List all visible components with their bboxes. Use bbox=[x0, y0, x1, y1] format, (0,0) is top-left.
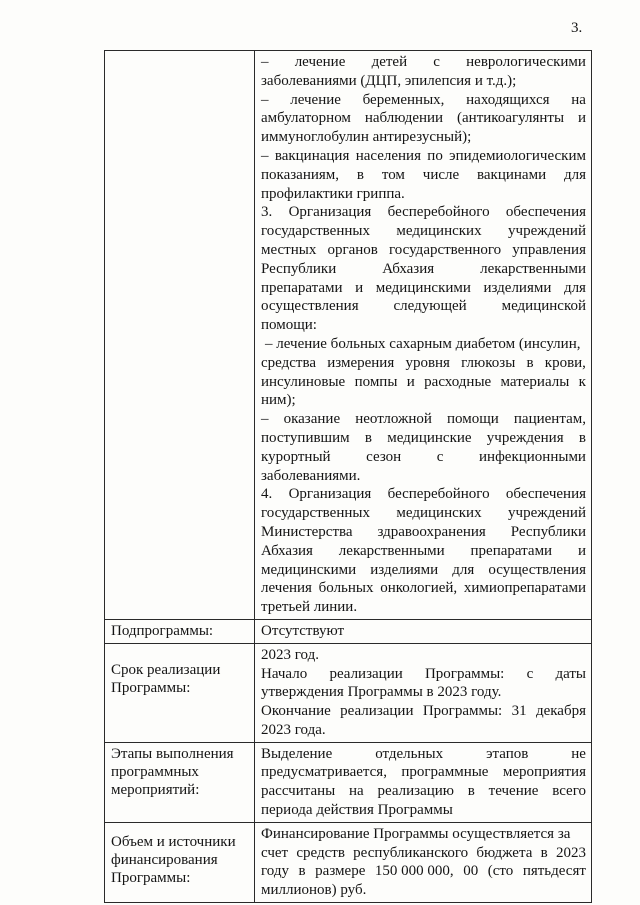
word: по bbox=[427, 147, 443, 164]
word: заболеваниями (ДЦП, эпилепсия и т.д.); bbox=[261, 72, 517, 89]
stages-label-cell bbox=[105, 742, 255, 822]
text-line bbox=[261, 147, 586, 166]
word: с bbox=[436, 448, 444, 465]
page-number: 3. bbox=[571, 20, 583, 36]
text-line bbox=[261, 448, 586, 467]
word: в bbox=[356, 166, 364, 183]
word: медицинских bbox=[396, 223, 482, 240]
text-line bbox=[261, 185, 586, 204]
table-row bbox=[105, 51, 592, 620]
text-line bbox=[261, 665, 586, 684]
word: Программы: bbox=[422, 703, 503, 720]
word: крови, bbox=[544, 354, 586, 371]
word: 2023 bbox=[555, 844, 586, 861]
word: в bbox=[298, 863, 306, 880]
word: Абхазия bbox=[382, 260, 435, 277]
word: препаратами bbox=[470, 542, 553, 559]
word: средства bbox=[261, 354, 317, 371]
text-line bbox=[261, 203, 586, 222]
text-line bbox=[261, 825, 586, 844]
text-line bbox=[261, 128, 586, 147]
text-line bbox=[261, 279, 586, 298]
label-line: мероприятий: bbox=[111, 781, 200, 798]
word: населения bbox=[355, 147, 421, 164]
word: помощи: bbox=[261, 317, 317, 334]
word: Финансирование Программы осуществляется за bbox=[261, 825, 571, 842]
word: обеспечения bbox=[505, 486, 586, 503]
word: инсулиновые bbox=[261, 373, 346, 390]
label-line: Срок реализации bbox=[111, 661, 221, 678]
table-row bbox=[105, 643, 592, 742]
word: беременных, bbox=[362, 91, 445, 108]
word: лечение bbox=[290, 91, 341, 108]
word: показаниям, bbox=[261, 166, 340, 183]
word: Окончание bbox=[261, 703, 331, 720]
text-line bbox=[261, 410, 586, 429]
word: средств bbox=[296, 844, 345, 861]
word: с bbox=[526, 665, 534, 682]
word: поступившим bbox=[261, 429, 350, 446]
word: учреждения bbox=[486, 429, 564, 446]
word: с bbox=[433, 54, 440, 70]
word: (антикоагулянты bbox=[457, 110, 565, 127]
word: Выделение bbox=[261, 745, 333, 762]
word: осуществления bbox=[261, 298, 359, 315]
word: медицинские bbox=[387, 429, 472, 446]
text-line bbox=[261, 260, 586, 279]
word: 31 bbox=[511, 703, 527, 720]
word: реализацию bbox=[377, 783, 454, 800]
word: году bbox=[261, 863, 289, 880]
word: размере bbox=[315, 863, 366, 880]
word: государственных bbox=[261, 505, 370, 522]
word: пятьдесят bbox=[522, 863, 586, 880]
period-label-cell bbox=[105, 643, 255, 742]
word: государственных bbox=[261, 223, 370, 240]
word: лечение bbox=[294, 54, 346, 70]
label-line: программных bbox=[111, 763, 199, 780]
empty-label-cell bbox=[105, 51, 255, 620]
label-line: Этапы выполнения bbox=[111, 745, 234, 762]
word: не bbox=[571, 745, 586, 762]
word: ним); bbox=[261, 392, 296, 409]
text-line bbox=[261, 373, 586, 392]
word: – bbox=[261, 147, 269, 164]
word: инфекционными bbox=[479, 448, 586, 465]
word: и bbox=[406, 373, 415, 390]
word: и bbox=[577, 542, 586, 559]
word: Начало bbox=[261, 665, 308, 682]
text-line bbox=[261, 579, 586, 598]
word: управления bbox=[512, 241, 586, 258]
word: реализации bbox=[340, 703, 414, 720]
word: Абхазия bbox=[261, 542, 313, 559]
word: к bbox=[578, 373, 586, 390]
word: реализации bbox=[329, 665, 403, 682]
text-line bbox=[261, 844, 586, 863]
text-line bbox=[261, 862, 586, 881]
word: глюкозы bbox=[461, 354, 516, 371]
word: медицинской bbox=[501, 298, 586, 315]
word: этапов bbox=[486, 745, 529, 762]
word: бюджета bbox=[476, 844, 533, 861]
word: рассчитаны bbox=[261, 783, 336, 800]
label-line: Объем и источники bbox=[111, 833, 236, 850]
word: Министерства bbox=[261, 523, 353, 540]
word: лечения bbox=[261, 580, 312, 597]
word: Республики bbox=[261, 260, 337, 277]
word: на bbox=[571, 91, 586, 108]
subprograms-value-cell bbox=[255, 619, 592, 643]
word: бесперебойного bbox=[387, 486, 490, 503]
word: и bbox=[355, 279, 364, 296]
text-line bbox=[261, 429, 586, 448]
word: пациентам, bbox=[513, 411, 586, 428]
funding-label-cell bbox=[105, 822, 255, 902]
word: эпидемиологическим bbox=[449, 147, 586, 164]
word: третьей линии. bbox=[261, 599, 358, 616]
word: изделиями bbox=[483, 279, 552, 296]
word: 00 bbox=[463, 863, 479, 880]
word: оказание bbox=[283, 411, 341, 428]
word: медицинскими bbox=[261, 561, 357, 578]
word: в bbox=[540, 844, 548, 861]
word: том bbox=[381, 166, 405, 183]
text-line bbox=[261, 166, 586, 185]
word: химиопрепаратами bbox=[463, 580, 586, 597]
word: в bbox=[578, 429, 586, 446]
word: помощи bbox=[447, 411, 499, 428]
word: для bbox=[563, 166, 586, 183]
word: учреждений bbox=[508, 223, 586, 240]
word: медицинскими bbox=[375, 279, 471, 296]
word: – bbox=[261, 411, 269, 428]
word: в bbox=[526, 354, 534, 371]
text-line bbox=[261, 598, 586, 617]
text-line bbox=[261, 53, 586, 72]
text-line bbox=[261, 354, 586, 373]
text-line bbox=[261, 683, 586, 702]
word: сезон bbox=[366, 448, 402, 465]
word: заболеваниями. bbox=[261, 467, 361, 484]
word: наблюдении bbox=[364, 110, 444, 127]
word: находящихся bbox=[466, 91, 550, 108]
word: бесперебойного bbox=[387, 204, 490, 221]
period-value-cell bbox=[255, 643, 592, 742]
text-line bbox=[261, 316, 586, 335]
text-line bbox=[261, 391, 586, 410]
word: уровня bbox=[405, 354, 450, 371]
word: периода действия Программы bbox=[261, 802, 453, 819]
word: Республики bbox=[510, 523, 586, 540]
word: 150 000 000, bbox=[374, 863, 454, 880]
text-line bbox=[261, 542, 586, 561]
word: течение bbox=[488, 783, 539, 800]
label-line: Программы: bbox=[111, 679, 191, 696]
text-line bbox=[261, 504, 586, 523]
word: в bbox=[467, 783, 475, 800]
word: иммуноглобулин антирезусный); bbox=[261, 129, 472, 146]
word: местных bbox=[261, 241, 317, 258]
word: онкологией, bbox=[380, 580, 458, 597]
word: препаратами bbox=[261, 279, 343, 296]
word: курортный bbox=[261, 448, 331, 465]
word: – bbox=[261, 54, 269, 70]
word: для bbox=[563, 279, 586, 296]
table-row bbox=[105, 742, 592, 822]
word: измерения bbox=[327, 354, 395, 371]
table-row bbox=[105, 822, 592, 902]
word: вакцинация bbox=[274, 147, 350, 164]
label-line: Программы: bbox=[111, 869, 191, 886]
word: неврологическими bbox=[466, 54, 586, 70]
text-line bbox=[261, 721, 586, 740]
word: 3. bbox=[261, 204, 273, 221]
word: всего bbox=[552, 783, 586, 800]
word: Организация bbox=[288, 486, 372, 503]
word: следующей bbox=[393, 298, 467, 315]
word: миллионов) руб. bbox=[261, 882, 367, 899]
word: медицинских bbox=[396, 505, 482, 522]
word: числе bbox=[422, 166, 460, 183]
word: – bbox=[261, 91, 269, 108]
word: декабря bbox=[535, 703, 586, 720]
treatment-list-cell bbox=[255, 51, 592, 620]
word: (сто bbox=[487, 863, 514, 880]
word: государственного bbox=[389, 241, 502, 258]
program-passport-table bbox=[104, 50, 592, 903]
word: 2023 год. bbox=[261, 646, 319, 663]
word: 4. bbox=[261, 486, 273, 503]
text-line bbox=[261, 72, 586, 91]
word: 2023 года. bbox=[261, 721, 326, 738]
stages-value-cell bbox=[255, 742, 592, 822]
text-line bbox=[261, 241, 586, 260]
word: профилактики гриппа. bbox=[261, 185, 405, 202]
text-line bbox=[261, 91, 586, 110]
table-row bbox=[105, 619, 592, 643]
word: детей bbox=[371, 54, 408, 70]
text-line bbox=[261, 467, 586, 486]
word: для bbox=[452, 561, 475, 578]
text-line bbox=[261, 523, 586, 542]
word: материалы bbox=[500, 373, 570, 390]
subprograms-value: Отсутствуют bbox=[261, 622, 345, 639]
word: предусматривается, bbox=[261, 764, 387, 781]
text-line bbox=[261, 763, 586, 782]
text-line bbox=[261, 801, 586, 820]
stages-label bbox=[105, 743, 254, 801]
subprograms-label-cell bbox=[105, 619, 255, 643]
word: органов bbox=[327, 241, 378, 258]
funding-label bbox=[105, 823, 254, 889]
text-line bbox=[261, 881, 586, 900]
word: на bbox=[349, 783, 364, 800]
word: даты bbox=[555, 665, 586, 682]
word: учреждений bbox=[508, 505, 586, 522]
word: расходные bbox=[424, 373, 492, 390]
word: Организация bbox=[288, 204, 372, 221]
subprograms-label: Подпрограммы: bbox=[111, 622, 214, 639]
word: Программы: bbox=[424, 665, 505, 682]
word: республиканского bbox=[353, 844, 469, 861]
text-line bbox=[261, 222, 586, 241]
word: отдельных bbox=[375, 745, 444, 762]
word: мероприятия bbox=[502, 764, 586, 781]
word: лекарственными bbox=[338, 542, 445, 559]
text-line bbox=[261, 335, 586, 354]
word: в bbox=[364, 429, 372, 446]
word: помпы bbox=[354, 373, 398, 390]
word: программные bbox=[401, 764, 489, 781]
word: амбулаторном bbox=[261, 110, 351, 127]
period-label bbox=[105, 644, 254, 699]
word: неотложной bbox=[355, 411, 432, 428]
text-line bbox=[261, 109, 586, 128]
text-line bbox=[261, 646, 586, 665]
word: осуществления bbox=[488, 561, 586, 578]
text-line bbox=[261, 782, 586, 801]
word: вакцинами bbox=[477, 166, 547, 183]
text-line bbox=[261, 702, 586, 721]
word: – лечение больных сахарным диабетом (инсулин, bbox=[265, 335, 581, 352]
word: утверждения Программы в 2023 году. bbox=[261, 684, 502, 701]
word: и bbox=[577, 110, 586, 127]
word: счет bbox=[261, 844, 289, 861]
word: здравоохранения bbox=[377, 523, 486, 540]
word: лекарственными bbox=[480, 260, 586, 277]
text-line bbox=[261, 297, 586, 316]
text-line bbox=[261, 561, 586, 580]
word: изделиями bbox=[370, 561, 439, 578]
label-line: финансирования bbox=[111, 851, 218, 868]
text-line bbox=[261, 745, 586, 764]
word: обеспечения bbox=[505, 204, 586, 221]
text-line bbox=[261, 485, 586, 504]
funding-value-cell bbox=[255, 822, 592, 902]
word: больных bbox=[318, 580, 374, 597]
